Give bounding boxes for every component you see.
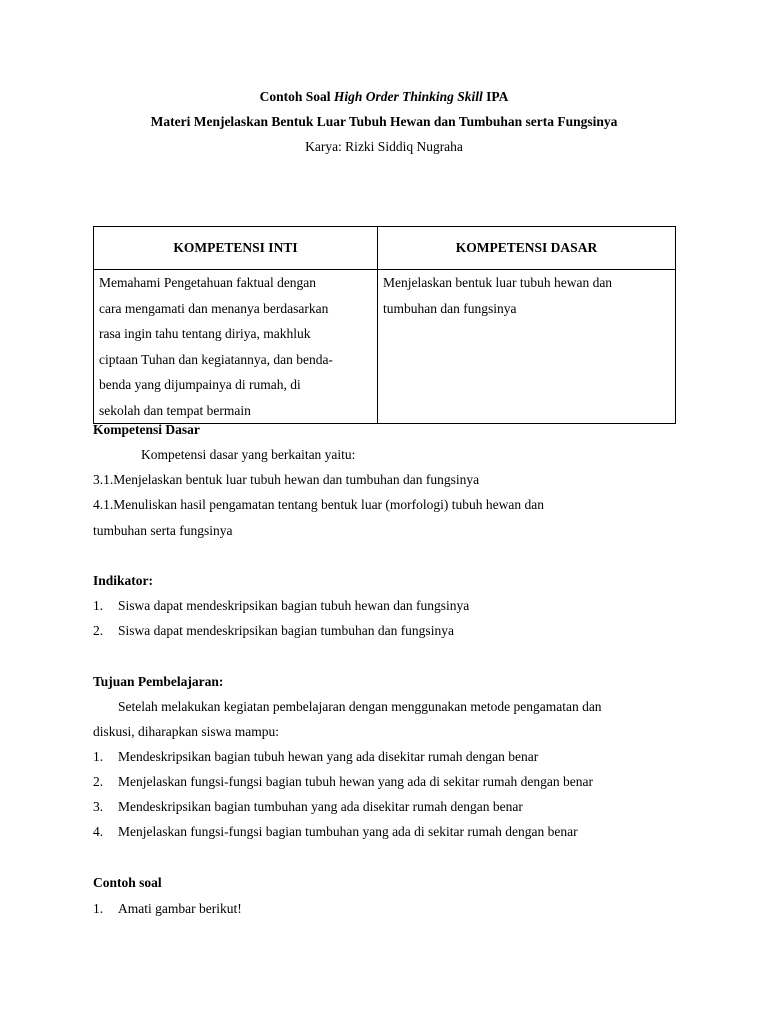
section-heading-kompetensi-dasar: Kompetensi Dasar <box>93 422 200 437</box>
list-item: Mendeskripsikan bagian tubuh hewan yang ada disekitar rumah dengan benar <box>118 749 539 764</box>
table-header-row <box>94 227 676 270</box>
kd-line: Menjelaskan bentuk luar tubuh hewan dan <box>383 275 613 290</box>
kd-item: 3.1.Menjelaskan bentuk luar tubuh hewan dan tumbuhan dan fungsinya <box>93 472 480 487</box>
list-number: 1. <box>93 901 104 916</box>
ki-line: cara mengamati dan menanya berdasarkan <box>99 300 329 316</box>
cell-kompetensi-dasar <box>378 270 676 424</box>
section-heading-contoh-soal: Contoh soal <box>93 875 162 890</box>
ki-line: ciptaan Tuhan dan kegiatannya, dan benda- <box>99 351 333 367</box>
ki-line: benda yang dijumpainya di rumah, di <box>99 377 301 392</box>
competency-table <box>93 226 676 424</box>
page-subtitle: Materi Menjelaskan Bentuk Luar Tubuh Hewan dan Tumbuhan serta Fungsinya <box>150 114 618 129</box>
ki-line: sekolah dan tempat bermain <box>99 402 251 418</box>
list-item: Menjelaskan fungsi-fungsi bagian tumbuhan yang ada di sekitar rumah dengan benar <box>118 824 578 839</box>
tujuan-intro: Setelah melakukan kegiatan pembelajaran dengan menggunakan metode pengamatan dan <box>118 699 602 714</box>
list-number: 2. <box>93 623 104 638</box>
tujuan-intro-continued: diskusi, diharapkan siswa mampu: <box>93 724 279 739</box>
ki-line: rasa ingin tahu tentang diriya, makhluk <box>99 326 311 341</box>
title-prefix: Contoh Soal <box>259 89 331 104</box>
list-number: 1. <box>93 749 104 764</box>
header-kompetensi-inti: KOMPETENSI INTI <box>94 227 378 270</box>
list-item: Siswa dapat mendeskripsikan bagian tubuh hewan dan fungsinya <box>118 598 470 613</box>
cell-kompetensi-inti <box>94 270 378 424</box>
kd-item: 4.1.Menuliskan hasil pengamatan tentang bentuk luar (morfologi) tubuh hewan dan <box>93 497 545 512</box>
header-kompetensi-dasar: KOMPETENSI DASAR <box>378 227 676 270</box>
list-number: 3. <box>93 799 104 814</box>
title-italic: High Order Thinking Skill <box>333 89 483 104</box>
kd-item-continued: tumbuhan serta fungsinya <box>93 523 233 538</box>
section-heading-indikator: Indikator: <box>93 573 154 588</box>
title-suffix: IPA <box>486 89 509 104</box>
author-line: Karya: Rizki Siddiq Nugraha <box>305 139 463 154</box>
list-item: Mendeskripsikan bagian tumbuhan yang ada disekitar rumah dengan benar <box>118 799 523 814</box>
kd-line: tumbuhan dan fungsinya <box>383 300 517 316</box>
list-number: 2. <box>93 774 104 789</box>
list-number: 4. <box>93 824 104 839</box>
section-heading-tujuan: Tujuan Pembelajaran: <box>93 674 224 689</box>
list-number: 1. <box>93 598 104 613</box>
list-item: Amati gambar berikut! <box>118 901 242 916</box>
page-title <box>0 90 768 104</box>
table-row <box>94 270 676 424</box>
list-item: Siswa dapat mendeskripsikan bagian tumbuhan dan fungsinya <box>118 623 454 638</box>
kd-intro: Kompetensi dasar yang berkaitan yaitu: <box>141 447 356 462</box>
list-item: Menjelaskan fungsi-fungsi bagian tubuh hewan yang ada di sekitar rumah dengan benar <box>118 774 593 789</box>
ki-line: Memahami Pengetahuan faktual dengan <box>99 275 317 290</box>
